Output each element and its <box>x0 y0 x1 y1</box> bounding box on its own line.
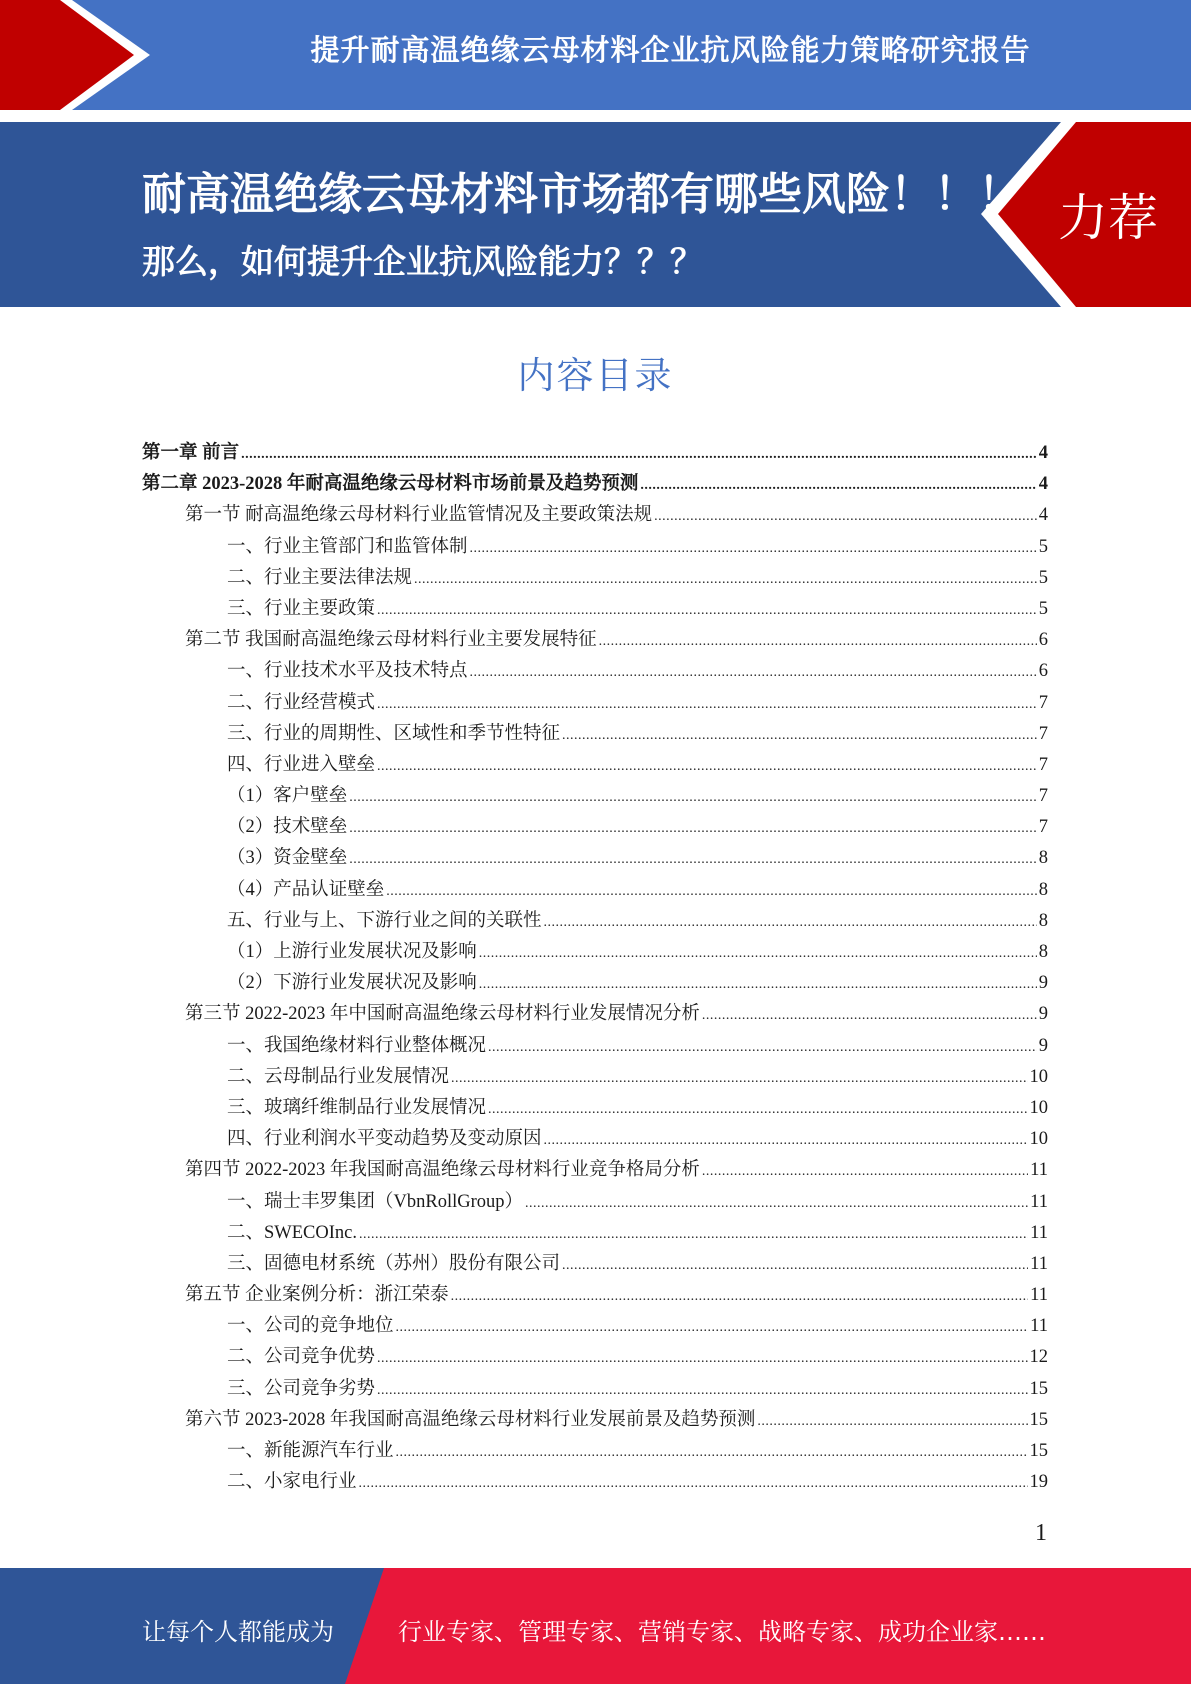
toc-entry[interactable] <box>142 1062 1048 1093</box>
toc-entry-page: 6 <box>1038 661 1048 682</box>
toc-entry-title: （3）资金壁垒 <box>227 848 348 869</box>
toc-entry-title: 二、行业主要法律法规 <box>227 567 413 588</box>
toc-entry[interactable] <box>142 843 1048 874</box>
toc-entry-page: 19 <box>1029 1472 1048 1493</box>
toc-leader-dots <box>757 1406 1027 1437</box>
toc-entry-title: 二、云母制品行业发展情况 <box>227 1066 450 1087</box>
toc-entry-page: 9 <box>1038 973 1048 994</box>
toc-entry-page: 15 <box>1029 1409 1048 1430</box>
toc-entry-title: （1）上游行业发展状况及影响 <box>227 942 477 962</box>
toc-entry-title: 一、我国绝缘材料行业整体概况 <box>227 1035 487 1056</box>
toc-entry-title: 三、公司竞争劣势 <box>227 1378 376 1399</box>
toc-leader-dots <box>377 1375 1027 1406</box>
toc-entry-title: 一、瑞士丰罗集团（VbnRollGroup） <box>227 1191 524 1212</box>
toc-entry[interactable] <box>142 1218 1048 1249</box>
toc-leader-dots <box>562 720 1037 751</box>
report-title: 提升耐高温绝缘云母材料企业抗风险能力策略研究报告 <box>310 33 1031 67</box>
toc-entry[interactable] <box>142 719 1048 750</box>
toc-title: 内容目录 <box>517 354 674 397</box>
toc-entry-page: 5 <box>1038 536 1048 557</box>
toc-entry-page: 8 <box>1038 848 1048 869</box>
toc-entry-page: 4 <box>1038 443 1048 463</box>
toc-entry-title: 二、行业经营模式 <box>227 692 376 713</box>
toc-entry-title: 第三节 2022-2023 年中国耐高温绝缘云母材料行业发展情况分析 <box>185 1004 700 1025</box>
toc-leader-dots <box>479 969 1037 1000</box>
toc-leader-dots <box>377 1343 1027 1374</box>
toc-entry-page: 10 <box>1029 1129 1048 1150</box>
toc-entry-page: 9 <box>1038 1035 1048 1056</box>
toc-entry[interactable] <box>142 1436 1048 1467</box>
toc-entry-page: 8 <box>1038 879 1048 900</box>
toc-entry[interactable] <box>142 906 1048 937</box>
toc-leader-dots <box>386 876 1036 907</box>
toc-entry[interactable] <box>142 656 1048 687</box>
toc-entry[interactable] <box>142 812 1048 843</box>
toc-entry-page: 7 <box>1038 817 1048 838</box>
toc-entry-title: （1）客户壁垒 <box>227 786 348 807</box>
toc-entry-title: 第一章 前言 <box>142 443 240 463</box>
toc-leader-dots <box>544 1125 1028 1156</box>
toc-entry[interactable] <box>142 1280 1048 1311</box>
toc-entry-title: （2）下游行业发展状况及影响 <box>227 973 477 994</box>
toc-entry-page: 8 <box>1038 910 1048 931</box>
toc-entry[interactable] <box>142 1405 1048 1436</box>
toc-leader-dots <box>488 1094 1027 1125</box>
toc-leader-dots <box>544 907 1037 938</box>
toc-entry-title: 四、行业利润水平变动趋势及变动原因 <box>227 1129 542 1150</box>
toc-entry[interactable] <box>142 1124 1048 1155</box>
toc-leader-dots <box>702 1156 1028 1187</box>
footer-slogan-right: 行业专家、管理专家、营销专家、战略专家、成功企业家…… <box>398 1618 1046 1646</box>
toc-leader-dots <box>470 657 1037 688</box>
toc-entry-page: 7 <box>1038 754 1048 775</box>
toc-leader-dots <box>377 689 1037 720</box>
toc-leader-dots <box>470 533 1037 564</box>
toc-entry-page: 4 <box>1038 474 1048 495</box>
toc-entry-page: 11 <box>1030 1253 1048 1274</box>
toc-entry-title: 三、玻璃纤维制品行业发展情况 <box>227 1097 487 1118</box>
toc-entry-page: 5 <box>1038 567 1048 588</box>
toc-leader-dots <box>479 938 1037 969</box>
toc-entry[interactable] <box>142 1187 1048 1218</box>
toc-leader-dots <box>377 751 1037 782</box>
toc-leader-dots <box>562 1250 1028 1281</box>
toc-entry-title: 五、行业与上、下游行业之间的关联性 <box>227 910 542 931</box>
toc-entry-title: 第五节 企业案例分析：浙江荣泰 <box>185 1285 449 1306</box>
toc-leader-dots <box>414 564 1037 595</box>
toc-entry-title: 二、公司竞争优势 <box>227 1347 376 1368</box>
toc-leader-dots <box>654 501 1037 532</box>
toc-leader-dots <box>396 1312 1029 1343</box>
toc-entry[interactable] <box>142 781 1048 812</box>
toc-leader-dots <box>396 1437 1028 1468</box>
toc-entry-title: 四、行业进入壁垒 <box>227 754 376 775</box>
toc-leader-dots <box>451 1063 1027 1094</box>
toc-entry-page: 11 <box>1030 1191 1048 1212</box>
toc-entry[interactable] <box>142 563 1048 594</box>
toc-entry-title: 二、SWECOInc. <box>227 1222 357 1243</box>
toc-entry[interactable] <box>142 469 1048 500</box>
top-red-chevron <box>0 0 150 110</box>
toc-entry[interactable] <box>142 750 1048 781</box>
toc-entry[interactable] <box>142 968 1048 999</box>
toc-entry-page: 12 <box>1029 1347 1048 1368</box>
footer-slogan-left: 让每个人都能成为 <box>142 1618 334 1646</box>
toc-entry-title: 一、公司的竞争地位 <box>227 1316 394 1337</box>
toc-entry-page: 7 <box>1038 723 1048 744</box>
toc-entry-title: （4）产品认证壁垒 <box>227 879 385 900</box>
toc-entry[interactable] <box>142 532 1048 563</box>
toc-leader-dots <box>377 595 1037 626</box>
toc-entry[interactable] <box>142 688 1048 719</box>
recommend-badge: 力荐 <box>1058 189 1158 247</box>
toc-entry-title: 一、行业主管部门和监管体制 <box>227 536 468 557</box>
toc-entry[interactable] <box>142 594 1048 625</box>
toc-entry-title: 三、固德电材系统（苏州）股份有限公司 <box>227 1253 561 1274</box>
toc-entry-page: 11 <box>1030 1160 1048 1181</box>
toc-entry-page: 7 <box>1038 692 1048 713</box>
toc-leader-dots <box>640 470 1036 501</box>
toc-entry-page: 10 <box>1029 1066 1048 1087</box>
table-of-contents <box>142 438 1048 1498</box>
toc-entry[interactable] <box>142 937 1048 968</box>
toc-entry-title: 第一节 耐高温绝缘云母材料行业监管情况及主要政策法规 <box>185 505 653 526</box>
toc-entry-title: 一、新能源汽车行业 <box>227 1441 394 1461</box>
toc-entry[interactable] <box>142 1249 1048 1280</box>
toc-entry-title: 三、行业主要政策 <box>227 598 376 619</box>
toc-entry-title: 第二章 2023-2028 年耐高温绝缘云母材料市场前景及趋势预测 <box>142 474 639 495</box>
toc-entry-page: 8 <box>1038 942 1048 962</box>
toc-entry-page: 15 <box>1029 1378 1048 1399</box>
toc-entry-title: 一、行业技术水平及技术特点 <box>227 661 468 682</box>
toc-entry-page: 7 <box>1038 786 1048 807</box>
toc-entry-page: 6 <box>1038 630 1048 651</box>
toc-entry-page: 11 <box>1030 1222 1048 1243</box>
toc-entry-page: 11 <box>1030 1316 1048 1337</box>
toc-leader-dots <box>241 439 1037 470</box>
toc-entry[interactable] <box>142 1093 1048 1124</box>
toc-entry-title: 第四节 2022-2023 年我国耐高温绝缘云母材料行业竞争格局分析 <box>185 1160 700 1181</box>
toc-entry-title: 二、小家电行业 <box>227 1472 357 1493</box>
page-number: 1 <box>1035 1520 1047 1546</box>
toc-entry-page: 5 <box>1038 598 1048 619</box>
toc-leader-dots <box>525 1188 1028 1219</box>
toc-leader-dots <box>359 1219 1028 1250</box>
toc-entry[interactable] <box>142 500 1048 531</box>
toc-entry-page: 9 <box>1038 1004 1048 1025</box>
toc-entry-page: 10 <box>1029 1097 1048 1118</box>
toc-leader-dots <box>349 782 1036 813</box>
toc-entry[interactable] <box>142 1467 1048 1498</box>
subheadline: 那么，如何提升企业抗风险能力？？？ <box>142 242 703 281</box>
toc-leader-dots <box>599 626 1037 657</box>
toc-entry-title: （2）技术壁垒 <box>227 817 348 838</box>
toc-entry-title: 第六节 2023-2028 年我国耐高温绝缘云母材料行业发展前景及趋势预测 <box>185 1409 756 1430</box>
toc-leader-dots <box>349 844 1036 875</box>
toc-entry[interactable] <box>142 1155 1048 1186</box>
toc-entry[interactable] <box>142 1342 1048 1373</box>
toc-entry[interactable] <box>142 438 1048 469</box>
toc-entry[interactable] <box>142 1311 1048 1342</box>
toc-leader-dots <box>488 1032 1037 1063</box>
toc-entry[interactable] <box>142 999 1048 1030</box>
toc-entry[interactable] <box>142 1374 1048 1405</box>
toc-entry-title: 第二节 我国耐高温绝缘云母材料行业主要发展特征 <box>185 630 597 651</box>
toc-entry[interactable] <box>142 875 1048 906</box>
toc-entry-page: 11 <box>1030 1285 1048 1306</box>
toc-leader-dots <box>702 1000 1037 1031</box>
toc-entry-page: 15 <box>1029 1441 1048 1461</box>
toc-entry-page: 4 <box>1038 505 1048 526</box>
toc-leader-dots <box>451 1281 1029 1312</box>
toc-leader-dots <box>359 1468 1028 1499</box>
toc-entry-title: 三、行业的周期性、区域性和季节性特征 <box>227 723 561 744</box>
toc-entry[interactable] <box>142 625 1048 656</box>
toc-leader-dots <box>349 813 1036 844</box>
headline: 耐高温绝缘云母材料市场都有哪些风险！！！ <box>142 169 1022 220</box>
toc-entry[interactable] <box>142 1031 1048 1062</box>
